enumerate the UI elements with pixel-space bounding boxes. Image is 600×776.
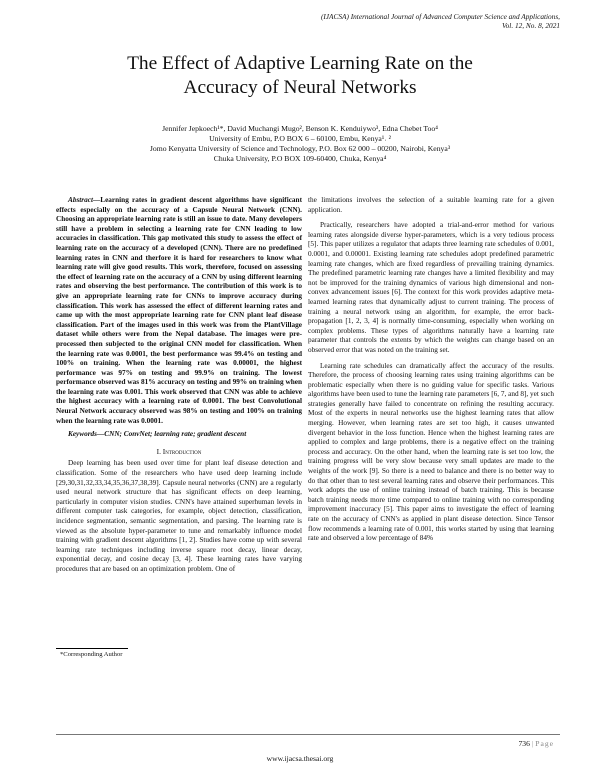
intro-paragraph-2: the limitations involves the selection of a suitable learning rate for a given application. (308, 196, 554, 214)
section-title: Introduction (162, 446, 202, 456)
journal-volume: Vol. 12, No. 8, 2021 (502, 21, 560, 30)
title-line-2: Accuracy of Neural Networks (183, 77, 417, 98)
journal-header (160, 12, 560, 30)
author-names: Jennifer Jepkoech¹*, David Muchangi Mugo², Benson K. Kenduiywo³, Edna Chebet Too⁴ (162, 124, 438, 133)
affiliation-1: University of Embu, P.O BOX 6 – 60100, Embu, Kenya¹˒ ² (209, 134, 391, 143)
paper-title (40, 52, 560, 100)
section-number: I. (156, 446, 161, 456)
page-separator: | (531, 739, 534, 748)
author-block (40, 124, 560, 164)
keywords: Keywords—CNN; ConvNet; learning rate; gradient descent (68, 430, 247, 439)
website-url: www.ijacsa.thesai.org (266, 754, 334, 763)
intro-paragraph-4: Learning rate schedules can dramatically affect the accuracy of the results. Therefore, the process of choosing learning rates using training algorithms can be problematic especially when there is no guiding value for specific tasks. Various algorithms have been used to tune the learning rate parameters [6, 7, and 8], yet such strategies generally have failed to concentrate on refining the resulting accuracy. Most of the experts in neural networks use the highest learning rates that allow merging. However, when learning rates are set too high, it causes unwanted divergent behavior in the loss function. Hence when the highest learning rates are applied to complex and large problems, there is a negative effect on the training process and accuracy. On the other hand, when the learning rate is set too low, the training progress will be very slow because very small updates are made to the weights of the work [9]. So there is a need to balance and there is no better way to do that other than to test several learning rates and observe their performances. This work adopts the use of online training instead of batch training. This is because batch training needs more time compared to online training with no corresponding improvement inaccuracy [5]. This paper aims to investigate the effect of learning rate on the accuracy of CNN's as applied in plant disease detection. Since Tensor flow recommends a learning rate of 0.001, this works started by using that learning rate and observed a low percentage of 84% (308, 361, 555, 543)
intro-paragraph-3: Practically, researchers have adopted a trial-and-error method for various learning rates alongside diverse hyper-parameters, which is a very tedious process [5]. This paper utilizes a regulator that adapts three learning rate schedules of 0.001, 0.0001, and 0.00001. Existing learning rate schedules adopt predefined parametric learning rate changes, which are fixed regardless of prevailing training dynamics. The predefined parametric learning rate changes have a limited flexibility and may not be improved for the training dynamics of various high dimensional and non-convex advancement issues [6]. The context for this work provides adaptive meta-learned learning rates that dynamically adjust to current training. The process of training a neural network using an algorithm, for example, the error back-propagation [1, 2, 3, 4] is normally time-consuming, especially when working on complex problems. These types of algorithms naturally have a learning rate parameter that controls the extents by which the weights can change based on an observed error that was noted on the training set. (308, 221, 554, 354)
page-number (519, 739, 555, 748)
right-column (308, 196, 554, 544)
footnote: *Corresponding Author (60, 651, 123, 658)
intro-paragraph-1: Deep learning has been used over time for plant leaf disease detection and classification. Some of the researchers who have used deep learning include [29,30,31,32,33,34,35,36,37,38,39]. Capsule neural networks (CNN) are a regularly used neural network structure that has significant effects on deep learning, particularly in computer vision studies. CNN's have attained superhuman levels in different computer task categories, for example, object detection, classification, incidence segmentation, semantic segmentation, and parsing. The learning rate is viewed as the absolute hyper-parameter to tune and remarkably influence model training with gradient descent algorithms [1, 2]. Studies have come up with several learning rate techniques including inverse square root decay, linear decay, exponential decay, and cosine decay [3, 4]. These learning rates have varying procedures that are based on an optimization problem. One of (56, 459, 302, 573)
abstract (56, 196, 302, 426)
page-number-value: 736 (518, 739, 530, 748)
affiliation-2: Jomo Kenyatta University of Science and Technology, P.O. Box 62 000 – 00200, Nairobi, Kenya³ (149, 144, 451, 153)
page-word: Page (535, 739, 554, 748)
footnote-rule (56, 648, 128, 649)
footer-rule (56, 734, 560, 735)
section-heading (56, 447, 302, 457)
abstract-label: Abstract (68, 196, 93, 204)
journal-name: (IJACSA) International Journal of Advanced Computer Science and Applications, (320, 12, 560, 21)
abstract-text: —Learning rates in gradient descent algorithms have significant effects especially on the accuracy of a Capsule Neural Network (CNN). Choosing an appropriate learning rate is still an issue to date. Many developers still have a problem in selecting a learning rate for CNN leading to low accuracies in classification. This gap motivated this study to assess the effect of learning rate on the accuracy of a developed (CNN). There are no predefined learning rates in CNN and therfore it is hard for researchers to know what learning rate will give good results. This work, therefore, focused on assessing the effect of learning rate on the accuracy of a CNN by using different learning rates and observing the best performance. The contribution of this work is to give an appropriate learning rate for CNNs to improve accuracy during classification. This work has assessed the effect of different learning rates and came up with the most appropriate learning rate for CNN plant leaf disease classification. Part of the images used in this work was from the PlantVillage dataset while others were from the Nepal database. The images were pre-processed then subjected to the original CNN model for classification. When the learning rate was 0.0001, the best performance was 99.4% on testing and 100% on training. When the learning rate was 0.00001, the highest performance was 97% on testing and 99.9% on training. The lowest performance observed was 81% accuracy on testing and 99% on training when the learning rate was 0.001. This work observed that CNN was able to achieve the highest accuracy with a learning rate of 0.0001. The best Convolutional Neural Network accuracy observed was 98% on testing and 100% on training when the learning rate was 0.0001. (56, 196, 302, 425)
title-line-1: The Effect of Adaptive Learning Rate on the (127, 53, 473, 74)
left-column (56, 196, 302, 575)
affiliation-3: Chuka University, P.O BOX 109-60400, Chuka, Kenya⁴ (213, 154, 387, 163)
